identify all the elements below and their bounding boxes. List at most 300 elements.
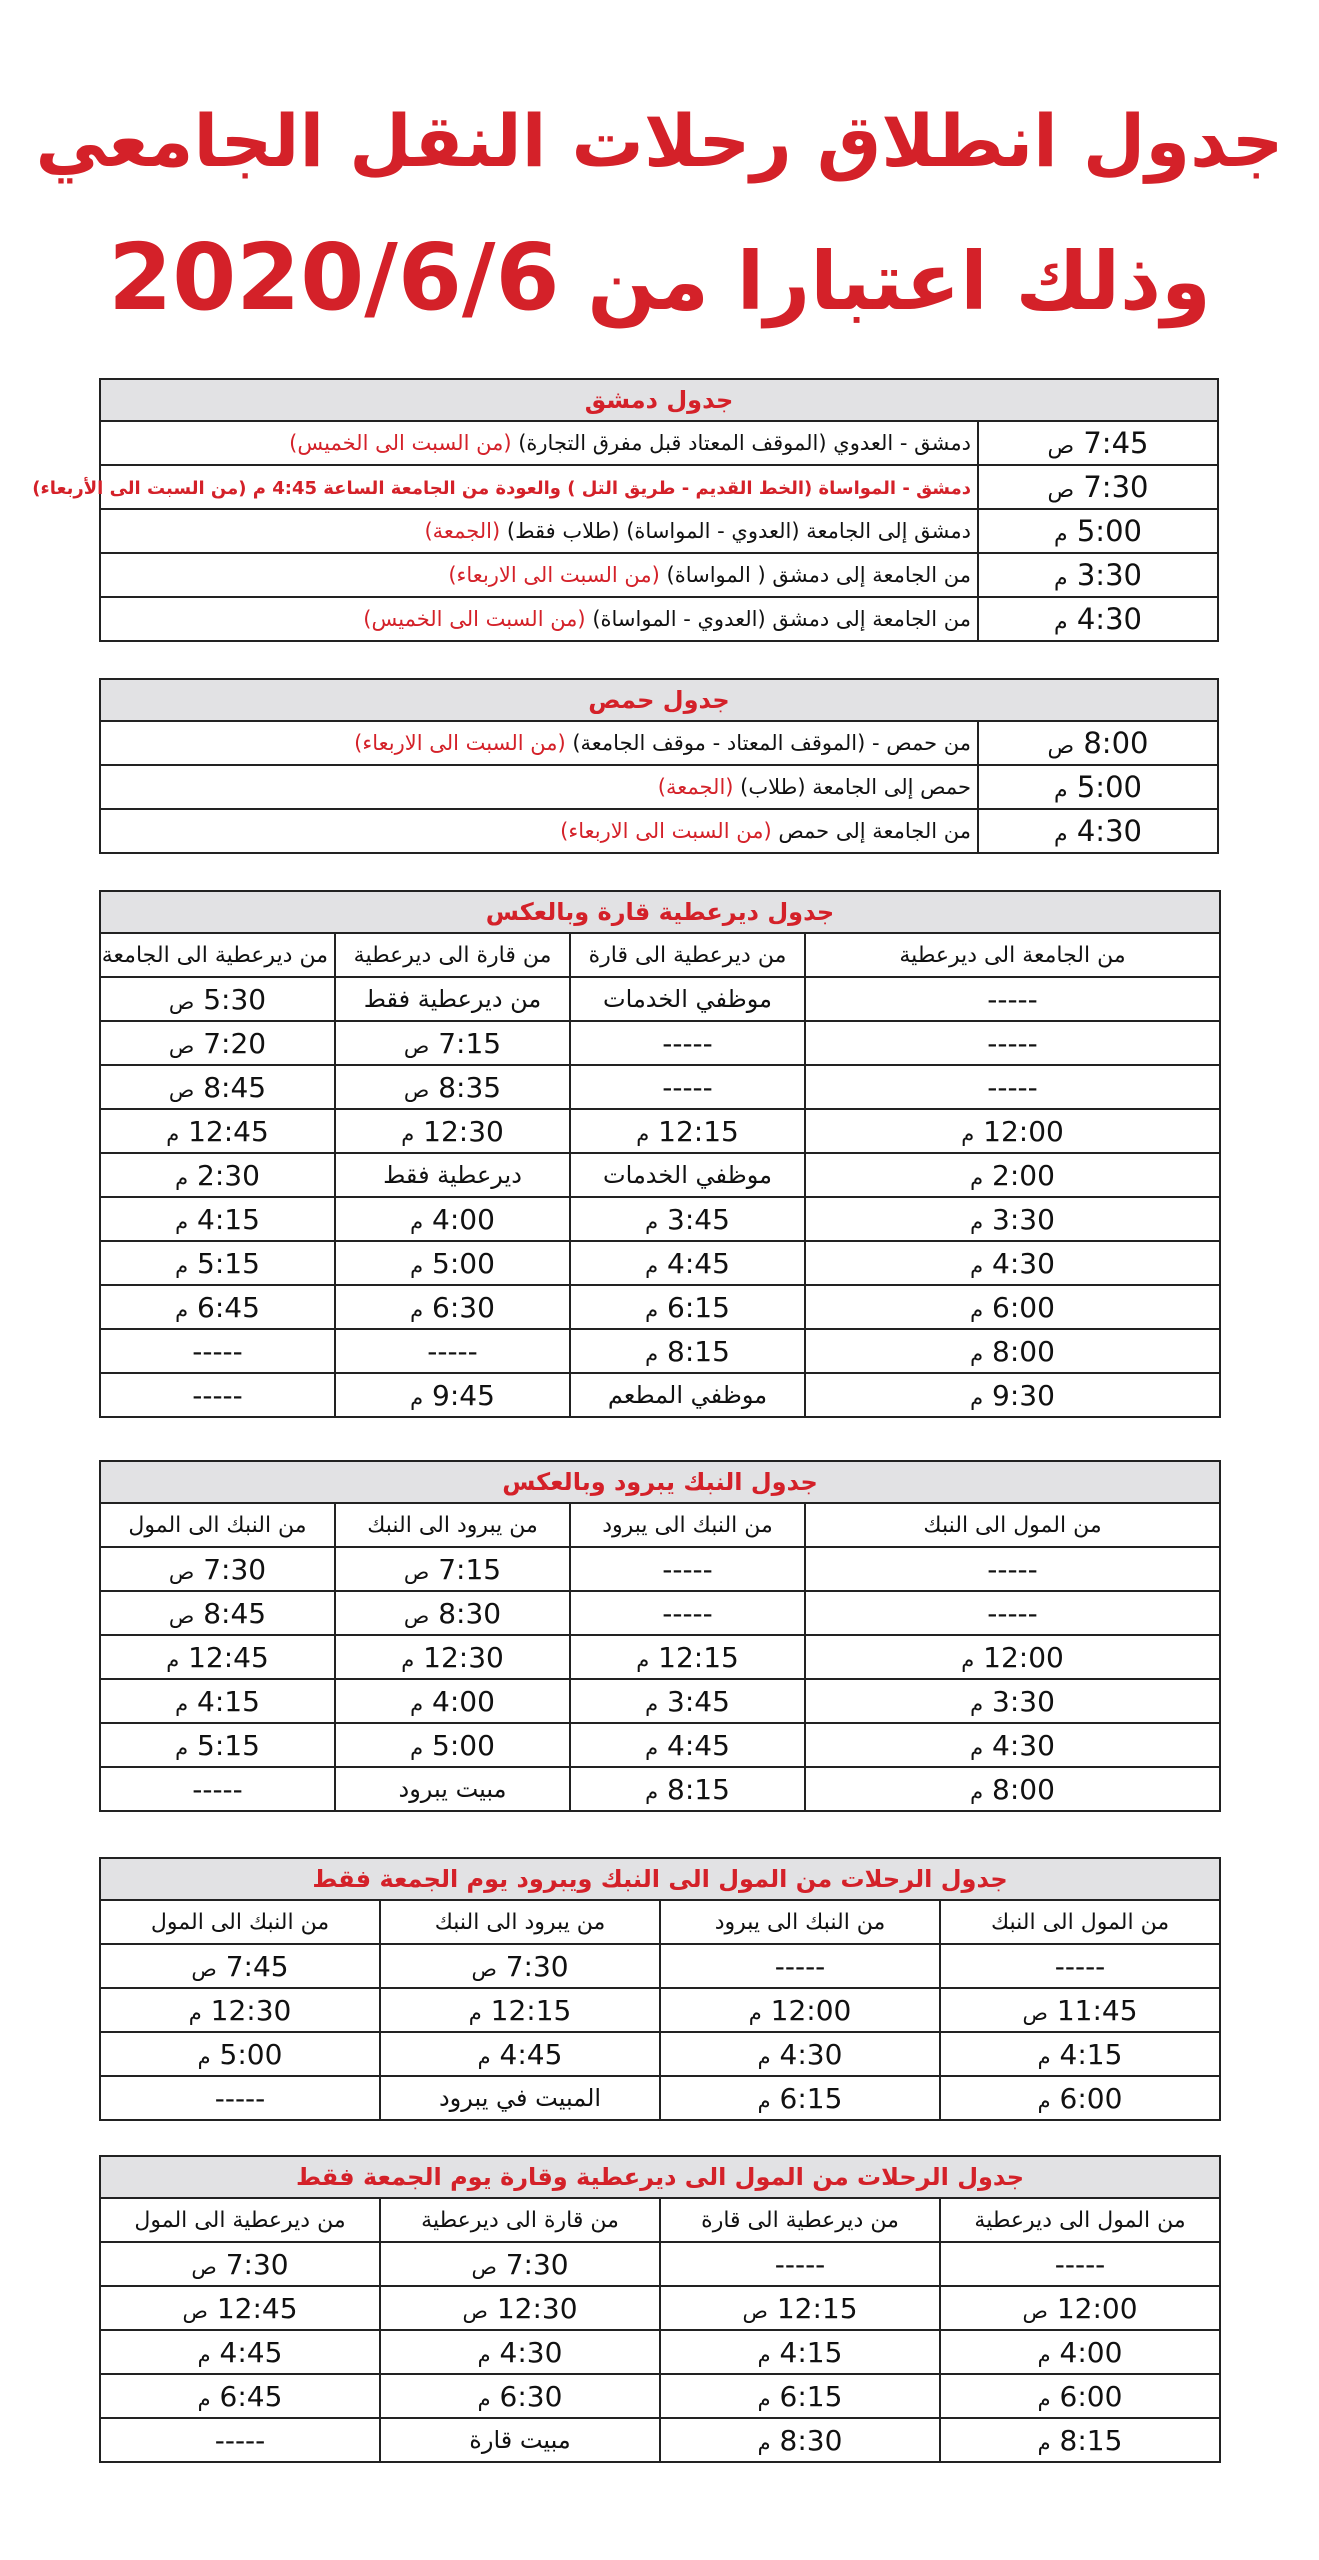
time-period: م [970, 1691, 984, 1716]
time-value: 12:45 [188, 1640, 269, 1674]
time-value: 8:15 [1059, 2423, 1123, 2457]
schedule-time-cell [660, 2374, 940, 2418]
table-row [100, 2242, 1220, 2286]
time-value: ----- [427, 1334, 478, 1368]
column-header-row [100, 933, 1220, 977]
time-value: 3:30 [992, 1684, 1055, 1718]
time-period: م [1037, 2342, 1051, 2367]
time-period: م [970, 1297, 984, 1322]
damascus-row [100, 421, 1218, 465]
time-period: م [645, 1691, 659, 1716]
table-row [100, 1635, 1220, 1679]
time-value: 7:30 [225, 2247, 289, 2281]
route-text: دمشق إلى الجامعة (العدوي - المواساة) (طلاب فقط) [500, 519, 971, 543]
schedule-time-cell [940, 1944, 1220, 1988]
table-row [100, 1285, 1220, 1329]
departure-time [978, 465, 1218, 509]
time-value: ----- [662, 1552, 713, 1586]
time-value: 12:45 [188, 1114, 269, 1148]
table-header-row [100, 1461, 1220, 1503]
time-value: 11:45 [1056, 1993, 1138, 2027]
homs-row [100, 721, 1218, 765]
time-period: م [468, 2000, 482, 2025]
schedule-time-cell [335, 1723, 570, 1767]
schedule-time-cell [805, 1241, 1220, 1285]
friday-nabk-schedule-table [99, 1857, 1221, 2121]
time-value: 8:30 [779, 2423, 843, 2457]
time-period: م [175, 1297, 189, 1322]
time-period: م [970, 1385, 984, 1410]
time-period: م [477, 2044, 491, 2069]
time-period: ص [168, 989, 195, 1014]
schedule-time-cell [570, 1065, 805, 1109]
time-period: م [401, 1121, 415, 1146]
table-row [100, 2286, 1220, 2330]
time-value: 4:15 [197, 1202, 260, 1236]
schedule-note-cell: ديرعطية فقط [335, 1153, 570, 1197]
schedule-time-cell [570, 1021, 805, 1065]
table-title: جدول الرحلات من المول الى النبك ويبرود يوم الجمعة فقط [100, 1858, 1220, 1900]
days-note: (من السبت الى الخميس) [363, 607, 586, 631]
time-value: 4:30 [499, 2335, 563, 2369]
time-period: م [188, 2000, 202, 2025]
time-value: 12:00 [1056, 2291, 1138, 2325]
time-period: ص [168, 1077, 195, 1102]
time-value: 5:30 [203, 982, 267, 1016]
time-period: م [970, 1735, 984, 1760]
time-value: 5:15 [197, 1246, 260, 1280]
schedule-time-cell [570, 1547, 805, 1591]
schedule-time-cell [335, 1285, 570, 1329]
schedule-time-cell [805, 1547, 1220, 1591]
time-value: 8:00 [992, 1772, 1055, 1806]
time-value: 6:15 [779, 2081, 843, 2115]
schedule-time-cell [570, 1723, 805, 1767]
schedule-time-cell [805, 1197, 1220, 1241]
time-period: م [970, 1341, 984, 1366]
departure-time [978, 597, 1218, 641]
time-value: 6:15 [779, 2379, 843, 2413]
damascus-row [100, 509, 1218, 553]
time-period: م [401, 1647, 415, 1672]
time-period: م [410, 1297, 424, 1322]
time-period: م [1037, 2088, 1051, 2113]
time-period: ص [191, 2254, 217, 2279]
schedule-time-cell [100, 1723, 335, 1767]
time-value: ----- [192, 1772, 243, 1806]
time-value: 7:30 [505, 1949, 569, 1983]
schedule-time-cell [805, 977, 1220, 1021]
time-value: 7:30 [505, 2247, 569, 2281]
schedule-time-cell [940, 2418, 1220, 2462]
time-period: م [197, 2342, 211, 2367]
schedule-time-cell [100, 1767, 335, 1811]
time-value: ----- [987, 1596, 1038, 1630]
time-period: م [175, 1209, 189, 1234]
departure-time [978, 765, 1218, 809]
time-value: 4:30 [992, 1728, 1055, 1762]
time-period: م [645, 1209, 659, 1234]
schedule-time-cell [660, 2076, 940, 2120]
time-value: 8:00 [992, 1334, 1055, 1368]
time-value: 12:15 [776, 2291, 858, 2325]
table-row [100, 1944, 1220, 1988]
homs-rows [100, 679, 1218, 853]
time-value: ----- [662, 1070, 713, 1104]
column-header: من ديرعطية الى المول [100, 2198, 380, 2242]
time-period: ص [1047, 478, 1075, 503]
time-value: ----- [774, 1949, 826, 1983]
column-header: من قارة الى ديرعطية [380, 2198, 660, 2242]
time-period: م [970, 1165, 984, 1190]
table-row [100, 1767, 1220, 1811]
time-value: 5:00 [1076, 770, 1142, 804]
time-period: م [970, 1253, 984, 1278]
time-period: ص [1022, 2298, 1048, 2323]
schedule-time-cell [940, 2286, 1220, 2330]
column-header: من يبرود الى النبك [380, 1900, 660, 1944]
schedule-time-cell [335, 1197, 570, 1241]
schedule-time-cell [805, 1767, 1220, 1811]
time-value: 6:30 [432, 1290, 495, 1324]
column-header: من يبرود الى النبك [335, 1503, 570, 1547]
time-value: 5:00 [432, 1728, 495, 1762]
table-header-row [100, 891, 1220, 933]
column-header: من النبك الى المول [100, 1503, 335, 1547]
schedule-note-cell: موظفي المطعم [570, 1373, 805, 1417]
time-value: ----- [987, 982, 1038, 1016]
time-value: 5:15 [197, 1728, 260, 1762]
schedule-time-cell [100, 1373, 335, 1417]
table-row [100, 1329, 1220, 1373]
schedule-time-cell [100, 1547, 335, 1591]
schedule-time-cell [100, 977, 335, 1021]
schedule-time-cell [805, 1591, 1220, 1635]
time-period: م [961, 1647, 975, 1672]
route-text: دمشق - العدوي (الموقف المعتاد قبل مفرق التجارة) [511, 431, 971, 455]
time-value: 8:45 [203, 1596, 267, 1630]
column-header: من ديرعطية الى قارة [660, 2198, 940, 2242]
time-period: م [1054, 822, 1068, 847]
table-row [100, 1591, 1220, 1635]
schedule-time-cell [570, 1591, 805, 1635]
route-text: من حمص - (الموقف المعتاد - موقف الجامعة) [565, 731, 971, 755]
time-period: ص [168, 1559, 195, 1584]
schedule-time-cell [570, 1241, 805, 1285]
time-value: 6:00 [1059, 2379, 1123, 2413]
time-period: م [748, 2000, 762, 2025]
table-row [100, 1988, 1220, 2032]
time-value: 12:45 [216, 2291, 298, 2325]
time-value: 3:45 [667, 1202, 730, 1236]
deir-qara-schedule-table [99, 890, 1221, 1418]
route-description [100, 597, 978, 641]
time-value: ----- [662, 1026, 713, 1060]
time-period: م [757, 2044, 771, 2069]
time-period: م [645, 1297, 659, 1322]
schedule-time-cell [570, 1109, 805, 1153]
time-value: 5:00 [219, 2037, 283, 2071]
time-value: 4:45 [667, 1246, 730, 1280]
time-period: ص [1022, 2000, 1048, 2025]
time-period: م [961, 1121, 975, 1146]
time-value: 6:15 [667, 1290, 730, 1324]
time-period: ص [403, 1077, 430, 1102]
time-period: ص [403, 1603, 430, 1628]
time-value: 8:15 [667, 1772, 730, 1806]
time-value: 4:15 [1059, 2037, 1123, 2071]
time-value: 4:30 [1076, 814, 1142, 848]
schedule-time-cell [335, 1679, 570, 1723]
time-period: ص [471, 1956, 497, 1981]
schedule-time-cell [570, 1285, 805, 1329]
schedule-time-cell [100, 1285, 335, 1329]
column-header: من الجامعة الى ديرعطية [805, 933, 1220, 977]
schedule-time-cell [100, 1021, 335, 1065]
nabk-yabroud-schedule-table [99, 1460, 1221, 1812]
schedule-time-cell [940, 2330, 1220, 2374]
time-period: م [410, 1209, 424, 1234]
time-period: م [1037, 2044, 1051, 2069]
table-row [100, 977, 1220, 1021]
schedule-time-cell [660, 2286, 940, 2330]
days-note: (من السبت الى الاربعاء) [448, 563, 660, 587]
damascus-row [100, 597, 1218, 641]
time-value: ----- [987, 1026, 1038, 1060]
time-value: 12:30 [423, 1640, 504, 1674]
route-text: من الجامعة إلى دمشق (العدوي - المواساة) [585, 607, 971, 631]
days-note: (من السبت الى الاربعاء) [354, 731, 566, 755]
schedule-time-cell [805, 1723, 1220, 1767]
time-value: 12:15 [658, 1640, 739, 1674]
time-period: م [645, 1253, 659, 1278]
schedule-time-cell [380, 2330, 660, 2374]
schedule-time-cell [335, 1109, 570, 1153]
schedule-time-cell [100, 1591, 335, 1635]
route-description [100, 421, 978, 465]
schedule-note-cell: مبيت قارة [380, 2418, 660, 2462]
time-period: ص [182, 2298, 208, 2323]
time-value: 6:30 [499, 2379, 563, 2413]
time-value: 7:20 [203, 1026, 267, 1060]
time-value: 2:00 [992, 1158, 1055, 1192]
schedule-time-cell [100, 2374, 380, 2418]
schedule-time-cell [100, 2032, 380, 2076]
time-value: 4:00 [432, 1684, 495, 1718]
schedule-note-cell: موظفي الخدمات [570, 977, 805, 1021]
schedule-time-cell [660, 1944, 940, 1988]
column-header: من المول الى ديرعطية [940, 2198, 1220, 2242]
schedule-time-cell [100, 1944, 380, 1988]
schedule-time-cell [380, 1988, 660, 2032]
table-title: جدول النبك يبرود وبالعكس [100, 1461, 1220, 1503]
schedule-time-cell [570, 1679, 805, 1723]
schedule-note-cell: موظفي الخدمات [570, 1153, 805, 1197]
column-header: من المول الى النبك [940, 1900, 1220, 1944]
schedule-time-cell [805, 1109, 1220, 1153]
table-row [100, 2418, 1220, 2462]
schedule-time-cell [380, 2286, 660, 2330]
schedule-time-cell [805, 1021, 1220, 1065]
damascus-row [100, 553, 1218, 597]
time-value: 7:30 [203, 1552, 267, 1586]
damascus-schedule-table [32, 378, 1219, 642]
schedule-time-cell [660, 2330, 940, 2374]
time-value: 12:30 [423, 1114, 504, 1148]
time-value: 12:00 [983, 1640, 1064, 1674]
table-row [100, 2076, 1220, 2120]
time-value: 8:15 [667, 1334, 730, 1368]
schedule-time-cell [940, 2032, 1220, 2076]
time-period: ص [403, 1033, 430, 1058]
schedule-time-cell [940, 2242, 1220, 2286]
schedule-time-cell [940, 1988, 1220, 2032]
schedule-time-cell [380, 1944, 660, 1988]
schedule-time-cell [660, 2242, 940, 2286]
route-description [32, 465, 978, 509]
table-header-row [100, 1858, 1220, 1900]
schedule-note-cell: المبيت في يبرود [380, 2076, 660, 2120]
schedule-time-cell [570, 1767, 805, 1811]
time-value: 4:30 [779, 2037, 843, 2071]
time-value: 9:45 [432, 1378, 495, 1412]
time-value: 12:00 [770, 1993, 852, 2027]
time-period: ص [1047, 434, 1075, 459]
days-note: (الجمعة) [657, 775, 734, 799]
table-row [100, 1241, 1220, 1285]
table-row [100, 1373, 1220, 1417]
route-description [100, 809, 978, 853]
table-header-row [100, 2156, 1220, 2198]
schedule-time-cell [100, 1065, 335, 1109]
time-period: ص [168, 1603, 195, 1628]
schedule-time-cell [335, 1065, 570, 1109]
time-value: 9:30 [992, 1378, 1055, 1412]
time-value: 3:45 [667, 1684, 730, 1718]
homs-row [100, 765, 1218, 809]
time-period: م [970, 1779, 984, 1804]
schedule-time-cell [380, 2242, 660, 2286]
time-period: م [166, 1647, 180, 1672]
route-description [100, 553, 978, 597]
departure-time [978, 553, 1218, 597]
time-value: ----- [192, 1334, 243, 1368]
route-description [100, 509, 978, 553]
time-value: 4:00 [432, 1202, 495, 1236]
schedule-time-cell [805, 1373, 1220, 1417]
schedule-time-cell [335, 1591, 570, 1635]
time-period: م [410, 1691, 424, 1716]
homs-row [100, 809, 1218, 853]
time-value: 12:00 [983, 1114, 1064, 1148]
schedule-time-cell [805, 1065, 1220, 1109]
time-period: م [1054, 610, 1068, 635]
time-value: 12:30 [496, 2291, 578, 2325]
schedule-time-cell [805, 1679, 1220, 1723]
time-period: م [477, 2342, 491, 2367]
friday-deir-schedule-table [99, 2155, 1221, 2463]
schedule-time-cell [805, 1153, 1220, 1197]
schedule-time-cell [100, 1329, 335, 1373]
time-value: 6:00 [992, 1290, 1055, 1324]
time-period: م [1037, 2430, 1051, 2455]
time-value: ----- [662, 1596, 713, 1630]
time-period: م [410, 1253, 424, 1278]
schedule-time-cell [100, 1197, 335, 1241]
time-value: 12:15 [658, 1114, 739, 1148]
route-text: من الجامعة إلى دمشق ( المواساة) [659, 563, 971, 587]
time-period: م [645, 1341, 659, 1366]
time-value: 8:30 [438, 1596, 502, 1630]
page-subtitle [0, 224, 1319, 331]
time-value: 3:30 [992, 1202, 1055, 1236]
time-period: م [1037, 2386, 1051, 2411]
time-period: م [757, 2342, 771, 2367]
time-value: 6:45 [219, 2379, 283, 2413]
time-value: 12:15 [490, 1993, 572, 2027]
time-period: م [1054, 566, 1068, 591]
column-header-row [100, 2198, 1220, 2242]
column-header: من ديرعطية الى قارة [570, 933, 805, 977]
schedule-time-cell [570, 1635, 805, 1679]
time-value: 6:45 [197, 1290, 260, 1324]
schedule-time-cell [570, 1197, 805, 1241]
time-value: 6:00 [1059, 2081, 1123, 2115]
schedule-time-cell [335, 1635, 570, 1679]
days-note: (الجمعة) [424, 519, 501, 543]
schedule-note-cell: مبيت يبرود [335, 1767, 570, 1811]
schedule-time-cell [100, 1109, 335, 1153]
schedule-time-cell [805, 1329, 1220, 1373]
table-row [100, 1109, 1220, 1153]
time-value: 8:45 [203, 1070, 267, 1104]
route-text: من الجامعة إلى حمص [771, 819, 971, 843]
column-header: من النبك الى يبرود [660, 1900, 940, 1944]
time-period: ص [403, 1559, 430, 1584]
time-value: 7:45 [1083, 426, 1149, 460]
time-value: 4:45 [219, 2335, 283, 2369]
schedule-time-cell [660, 1988, 940, 2032]
time-period: م [757, 2088, 771, 2113]
table-row [100, 1197, 1220, 1241]
time-value: 3:30 [1076, 558, 1142, 592]
time-period: ص [471, 2254, 497, 2279]
homs-schedule-table [99, 678, 1219, 854]
schedule-time-cell [335, 1373, 570, 1417]
time-period: م [645, 1735, 659, 1760]
time-period: م [410, 1735, 424, 1760]
time-period: م [1054, 778, 1068, 803]
damascus-header: جدول دمشق [100, 379, 1218, 421]
table-title: جدول ديرعطية قارة وبالعكس [100, 891, 1220, 933]
schedule-time-cell [380, 2374, 660, 2418]
time-period: م [175, 1165, 189, 1190]
days-note: دمشق - المواساة (الخط القديم - طريق التل ) والعودة من الجامعة الساعة 4:45 م (من السبت الى الأربعاء) [32, 478, 971, 499]
subtitle-prefix: وذلك اعتبارا من [559, 235, 1211, 328]
column-header: من النبك الى المول [100, 1900, 380, 1944]
time-value: 12:30 [210, 1993, 292, 2027]
time-value: 4:30 [1076, 602, 1142, 636]
time-period: م [197, 2044, 211, 2069]
departure-time [978, 721, 1218, 765]
homs-header: جدول حمص [100, 679, 1218, 721]
time-period: ص [462, 2298, 488, 2323]
time-value: 4:45 [667, 1728, 730, 1762]
time-value: 4:15 [779, 2335, 843, 2369]
route-description [100, 721, 978, 765]
schedule-time-cell [100, 2286, 380, 2330]
time-value: 4:00 [1059, 2335, 1123, 2369]
